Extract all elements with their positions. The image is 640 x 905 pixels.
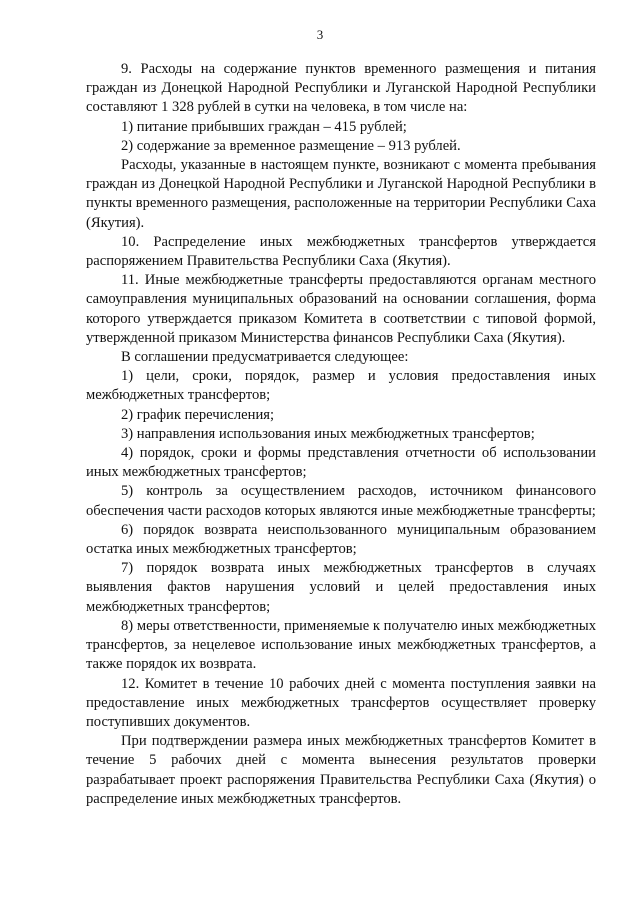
agreement-item-4: 4) порядок, сроки и формы представления отчетности об использовании иных межбюджетных трансфертов;	[86, 445, 596, 481]
paragraph-9-note: Расходы, указанные в настоящем пункте, возникают с момента пребывания граждан из Донецкой Народной Республики и Луганской Народной Республики в пункты временного размещения, расположенные на территории Республики Саха (Якутия).	[86, 157, 596, 231]
paragraph-11: 11. Иные межбюджетные трансферты предоставляются органам местного самоуправления муниципальных образований на основании соглашения, форма которого утверждается приказом Комитета в соответствии с типовой формой, утвержденной приказом Министерства финансов Республики Саха (Якутия).	[86, 272, 596, 346]
paragraph-9: 9. Расходы на содержание пунктов временного размещения и питания граждан из Донецкой Народной Республики и Луганской Народной Республики составляют 1 328 рублей в сутки на человека, в том числе на:	[86, 61, 596, 116]
paragraph-10: 10. Распределение иных межбюджетных трансфертов утверждается распоряжением Правительства Республики Саха (Якутия).	[86, 233, 596, 270]
paragraph-9-item-2: 2) содержание за временное размещение – 913 рублей.	[121, 137, 461, 154]
agreement-item-5: 5) контроль за осуществлением расходов, источником финансового обеспечения части расходов которых являются иные межбюджетные трансферты;	[86, 483, 596, 519]
paragraph-12-continuation: При подтверждении размера иных межбюджетных трансфертов Комитет в течение 5 рабочих дней с момента вынесения результатов проверки разрабатывает проект распоряжения Правительства Республики Саха (Якутия) о распределение иных межбюджетных трансфертов.	[86, 733, 596, 807]
agreement-item-6: 6) порядок возврата неиспользованного муниципальным образованием остатка иных межбюджетных трансфертов;	[86, 521, 596, 558]
agreement-item-3: 3) направления использования иных межбюджетных трансфертов;	[121, 425, 535, 442]
agreement-item-1: 1) цели, сроки, порядок, размер и условия предоставления иных межбюджетных трансфертов;	[86, 368, 596, 404]
agreement-intro: В соглашении предусматривается следующее:	[121, 349, 409, 366]
agreement-item-8: 8) меры ответственности, применяемые к получателю иных межбюджетных трансфертов, за нецелевое использование иных межбюджетных трансфертов, а также порядок их возврата.	[86, 617, 596, 673]
agreement-item-7: 7) порядок возврата иных межбюджетных трансфертов в случаях выявления фактов нарушения условий и целей предоставления иных межбюджетных трансфертов;	[86, 560, 596, 615]
agreement-item-2: 2) график перечисления;	[121, 406, 275, 423]
page-number: 3	[316, 27, 324, 42]
paragraph-9-item-1: 1) питание прибывших граждан – 415 рублей;	[121, 118, 407, 135]
document-body	[86, 60, 596, 809]
paragraph-12: 12. Комитет в течение 10 рабочих дней с момента поступления заявки на предоставление иных межбюджетных трансфертов осуществляет проверку поступивших документов.	[86, 675, 596, 730]
